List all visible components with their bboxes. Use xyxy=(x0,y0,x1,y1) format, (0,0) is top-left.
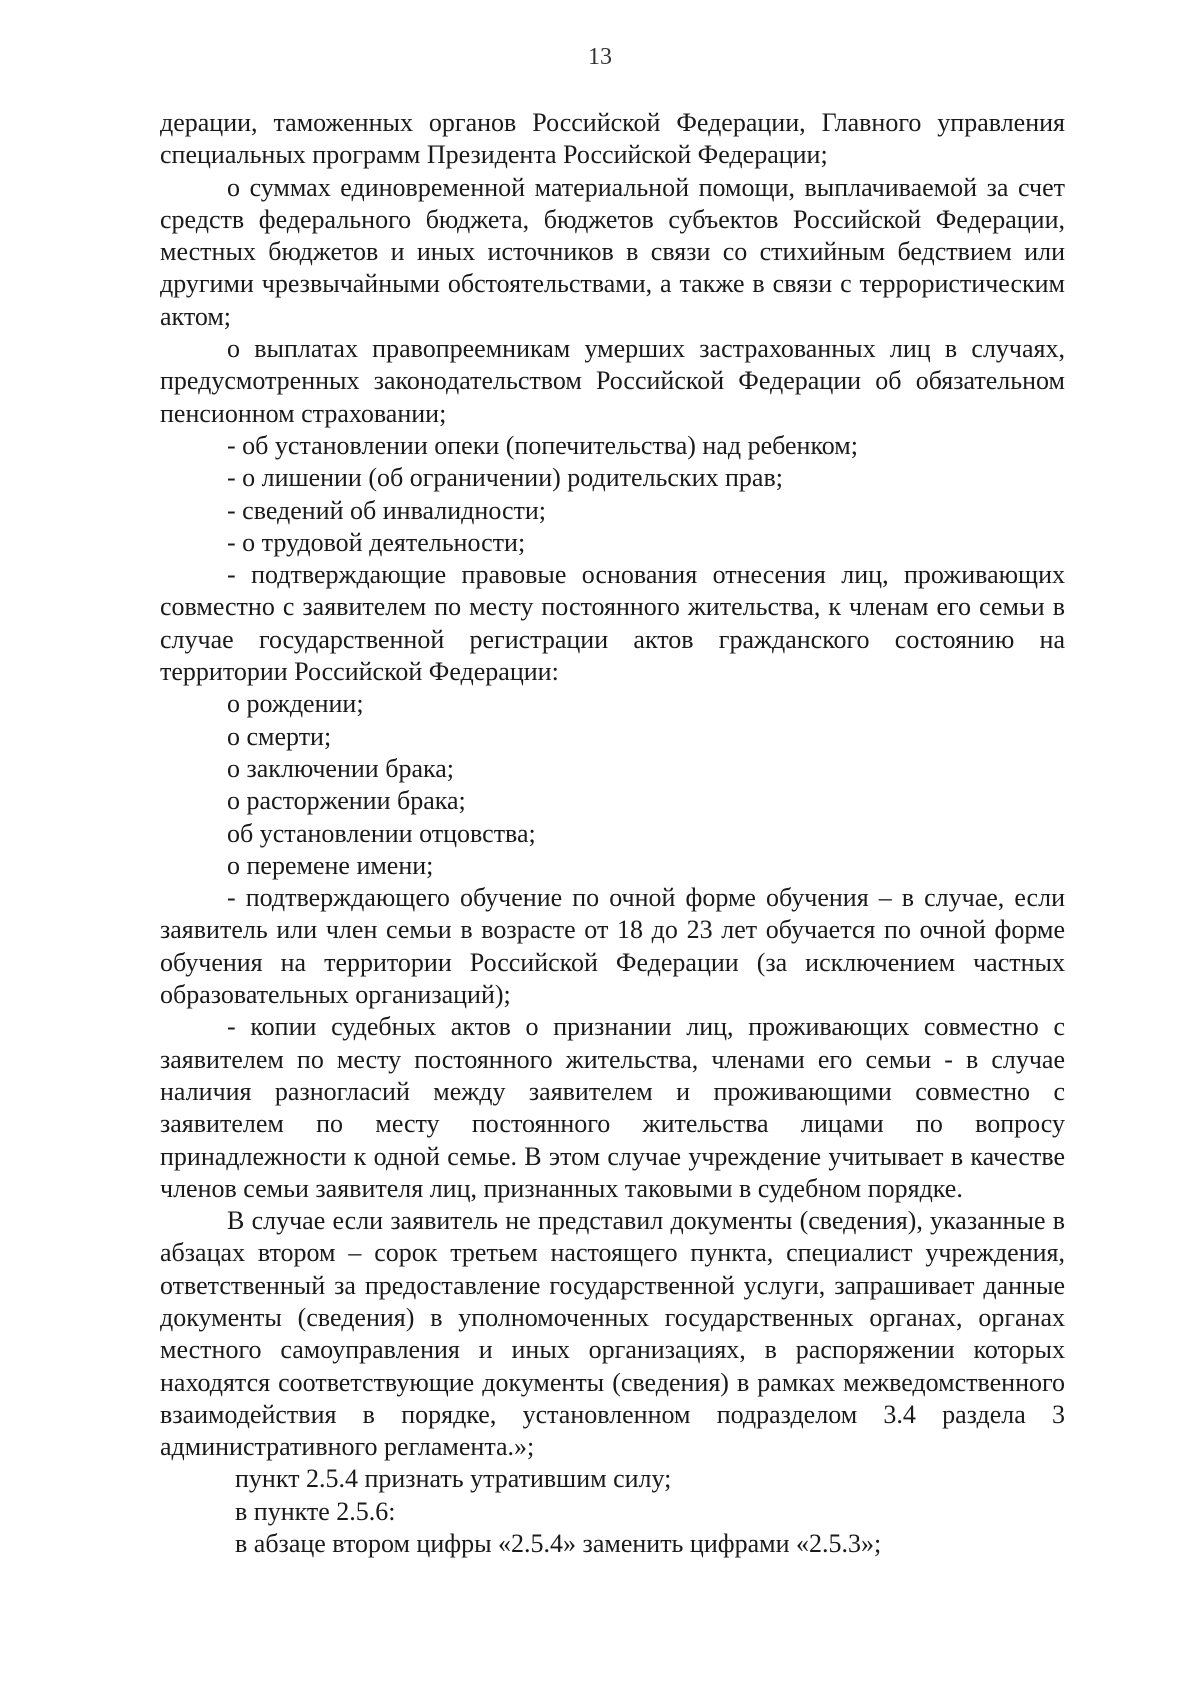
list-item: - о трудовой деятельности; xyxy=(227,527,526,557)
paragraph: - копии судебных актов о признании лиц, проживающих совместно с заявителем по месту постоянного жительства, членами его семьи - в случае наличия разногласий между заявителем и проживающими совместно с заявителем по месту постоянного жительства лицами по вопросу принадлежности к одной семье. В этом случае учреждение учитывает в качестве членов семьи заявителя лиц, признанных таковыми в судебном порядке. xyxy=(160,1012,1065,1203)
list-item: об установлении отцовства; xyxy=(227,818,536,848)
list-item: в пункте 2.5.6: xyxy=(235,1496,396,1526)
list-item: о смерти; xyxy=(227,721,332,751)
paragraph: - подтверждающие правовые основания отнесения лиц, проживающих совместно с заявителем по месту постоянного жительства, к членам его семьи в случае государственной регистрации актов гражданского состоянию на территории Российской Федерации: xyxy=(160,560,1065,687)
paragraph: о суммах единовременной материальной помощи, выплачиваемой за счет средств федерального бюджета, бюджетов субъектов Российской Федерации, местных бюджетов и иных источников в связи со стихийным бедствием или другими чрезвычайными обстоятельствами, а также в связи с террористическим актом; xyxy=(160,172,1065,331)
list-item: о заключении брака; xyxy=(227,753,454,783)
list-item: пункт 2.5.4 признать утратившим силу; xyxy=(235,1464,672,1494)
list-item: о перемене имени; xyxy=(227,850,434,880)
list-item: о рождении; xyxy=(227,689,364,719)
document-body xyxy=(160,107,1065,1560)
paragraph: - подтверждающего обучение по очной форме обучения – в случае, если заявитель или член семьи в возрасте от 18 до 23 лет обучается по очной форме обучения на территории Российской Федерации (за исключением частных образовательных организаций); xyxy=(160,883,1065,1010)
page-number: 13 xyxy=(588,44,612,70)
paragraph: о выплатах правопреемникам умерших застрахованных лиц в случаях, предусмотренных законодательством Российской Федерации об обязательном пенсионном страховании; xyxy=(160,334,1065,428)
list-item: - об установлении опеки (попечительства) над ребенком; xyxy=(227,430,858,460)
list-item: о расторжении брака; xyxy=(227,786,466,816)
list-item: - о лишении (об ограничении) родительских прав; xyxy=(227,463,783,493)
paragraph: дерации, таможенных органов Российской Федерации, Главного управления специальных программ Президента Российской Федерации; xyxy=(160,108,1065,170)
list-item: в абзаце втором цифры «2.5.4» заменить цифрами «2.5.3»; xyxy=(235,1529,882,1559)
paragraph: В случае если заявитель не представил документы (сведения), указанные в абзацах втором – сорок третьем настоящего пункта, специалист учреждения, ответственный за предоставление государственной услуги, запрашивает данные документы (сведения) в уполномоченных государственных органах, органах местного самоуправления и иных организациях, в распоряжении которых находятся соответствующие документы (сведения) в рамках межведомственного взаимодействия в порядке, установленном подразделом 3.4 раздела 3 административного регламента.»; xyxy=(160,1206,1065,1462)
list-item: - сведений об инвалидности; xyxy=(227,495,547,525)
